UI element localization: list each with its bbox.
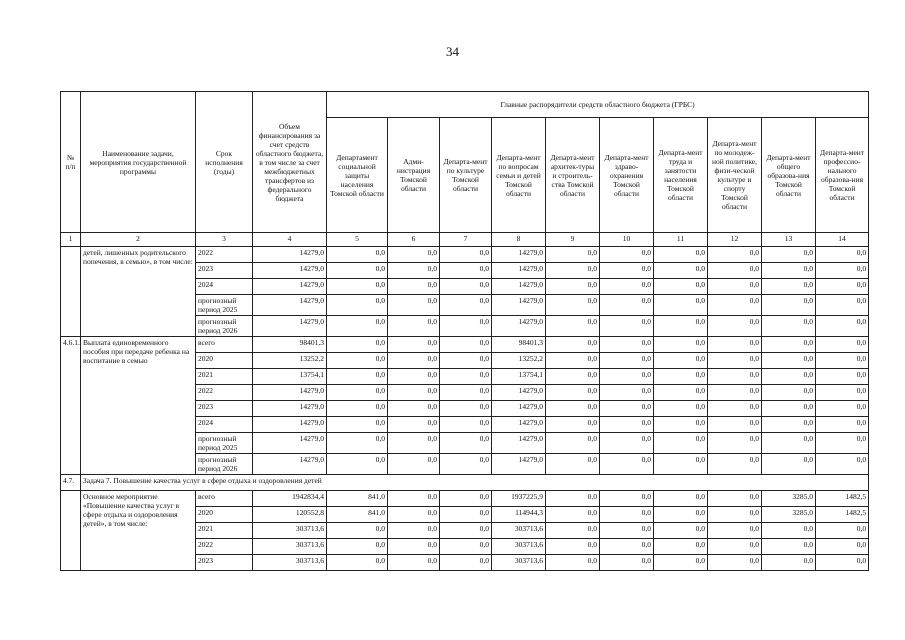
period-cell: 2024 — [196, 279, 253, 295]
value-cell: 0,0 — [327, 337, 388, 353]
period-cell: 2023 — [196, 401, 253, 417]
value-cell: 0,0 — [816, 316, 869, 337]
value-cell: 0,0 — [708, 316, 762, 337]
value-cell: 0,0 — [600, 295, 654, 316]
amount-cell: 1942834,4 — [253, 491, 327, 507]
value-cell: 841,0 — [327, 507, 388, 523]
value-cell: 0,0 — [816, 263, 869, 279]
table-row — [61, 491, 869, 507]
value-cell: 0,0 — [546, 507, 600, 523]
value-cell: 0,0 — [708, 454, 762, 475]
value-cell: 0,0 — [546, 295, 600, 316]
value-cell: 3285,0 — [762, 491, 816, 507]
value-cell: 0,0 — [816, 454, 869, 475]
amount-cell: 303713,6 — [253, 539, 327, 555]
value-cell: 0,0 — [440, 385, 492, 401]
value-cell: 0,0 — [327, 247, 388, 263]
value-cell: 0,0 — [546, 417, 600, 433]
period-cell: 2022 — [196, 539, 253, 555]
value-cell: 0,0 — [600, 523, 654, 539]
value-cell: 0,0 — [388, 454, 440, 475]
value-cell: 0,0 — [816, 369, 869, 385]
value-cell: 0,0 — [654, 539, 708, 555]
value-cell: 0,0 — [708, 491, 762, 507]
value-cell: 0,0 — [327, 454, 388, 475]
value-cell: 13252,2 — [492, 353, 546, 369]
row-no-cell: 4.6.1. — [61, 337, 81, 475]
header-grbs-2: Адми-нистрация Томской области — [388, 118, 440, 233]
value-cell: 0,0 — [440, 337, 492, 353]
value-cell: 0,0 — [546, 279, 600, 295]
header-grbs-1: Департамент социальной защиты населения Томской области — [327, 118, 388, 233]
period-cell: 2020 — [196, 507, 253, 523]
header-grbs-5: Департа-мент архитек-туры и строитель-ства Томской области — [546, 118, 600, 233]
value-cell: 0,0 — [708, 555, 762, 571]
value-cell: 0,0 — [388, 401, 440, 417]
value-cell: 0,0 — [708, 385, 762, 401]
value-cell: 14279,0 — [492, 279, 546, 295]
task-title: Задача 7. Повышение качества услуг в сфере отдыха и оздоровления детей — [81, 475, 869, 491]
value-cell: 0,0 — [440, 507, 492, 523]
amount-cell: 120552,8 — [253, 507, 327, 523]
header-grbs-3: Департа-мент по культуре Томской области — [440, 118, 492, 233]
header-grbs-9: Департа-мент общего образова-ния Томской области — [762, 118, 816, 233]
value-cell: 0,0 — [388, 507, 440, 523]
value-cell: 0,0 — [327, 539, 388, 555]
value-cell: 0,0 — [440, 539, 492, 555]
header-period: Срок исполнения (годы) — [196, 92, 253, 233]
col-number: 12 — [708, 233, 762, 247]
col-number: 11 — [654, 233, 708, 247]
value-cell: 0,0 — [762, 523, 816, 539]
value-cell: 0,0 — [816, 337, 869, 353]
value-cell: 1482,5 — [816, 507, 869, 523]
value-cell: 0,0 — [440, 523, 492, 539]
amount-cell: 303713,6 — [253, 523, 327, 539]
value-cell: 0,0 — [600, 263, 654, 279]
value-cell: 0,0 — [600, 454, 654, 475]
value-cell: 0,0 — [546, 523, 600, 539]
value-cell: 0,0 — [600, 279, 654, 295]
value-cell: 0,0 — [654, 401, 708, 417]
period-cell: 2023 — [196, 555, 253, 571]
value-cell: 0,0 — [816, 555, 869, 571]
value-cell: 0,0 — [388, 523, 440, 539]
value-cell: 0,0 — [388, 555, 440, 571]
amount-cell: 14279,0 — [253, 316, 327, 337]
value-cell: 0,0 — [708, 401, 762, 417]
value-cell: 0,0 — [440, 454, 492, 475]
header-grbs-7: Департа-мент труда и занятости населения Томской области — [654, 118, 708, 233]
value-cell: 0,0 — [654, 247, 708, 263]
value-cell: 0,0 — [600, 433, 654, 454]
value-cell: 0,0 — [708, 523, 762, 539]
value-cell: 0,0 — [327, 263, 388, 279]
period-cell: прогнозный период 2025 — [196, 295, 253, 316]
period-cell: всего — [196, 491, 253, 507]
period-cell: 2024 — [196, 417, 253, 433]
value-cell: 1937225,9 — [492, 491, 546, 507]
amount-cell: 14279,0 — [253, 454, 327, 475]
col-number: 6 — [388, 233, 440, 247]
value-cell: 0,0 — [816, 295, 869, 316]
value-cell: 14279,0 — [492, 433, 546, 454]
value-cell: 0,0 — [762, 247, 816, 263]
value-cell: 0,0 — [546, 385, 600, 401]
value-cell: 303713,6 — [492, 539, 546, 555]
measure-name: Основное мероприятие «Повышение качества услуг в сфере отдыха и оздоровления детей», в том числе: — [81, 491, 196, 571]
value-cell: 0,0 — [440, 401, 492, 417]
value-cell: 0,0 — [708, 417, 762, 433]
header-no: № п/п — [61, 92, 81, 233]
amount-cell: 13252,2 — [253, 353, 327, 369]
value-cell: 14279,0 — [492, 295, 546, 316]
value-cell: 14279,0 — [492, 454, 546, 475]
col-number: 4 — [253, 233, 327, 247]
value-cell: 0,0 — [762, 539, 816, 555]
value-cell: 0,0 — [388, 247, 440, 263]
value-cell: 0,0 — [708, 263, 762, 279]
value-cell: 1482,5 — [816, 491, 869, 507]
header-grbs-4: Департа-мент по вопросам семьи и детей Томской области — [492, 118, 546, 233]
page-number: 34 — [446, 44, 459, 59]
value-cell: 0,0 — [708, 247, 762, 263]
col-number: 9 — [546, 233, 600, 247]
value-cell: 0,0 — [816, 433, 869, 454]
value-cell: 0,0 — [816, 417, 869, 433]
col-number: 13 — [762, 233, 816, 247]
value-cell: 0,0 — [546, 353, 600, 369]
value-cell: 0,0 — [654, 369, 708, 385]
value-cell: 0,0 — [600, 417, 654, 433]
value-cell: 0,0 — [762, 353, 816, 369]
col-number: 5 — [327, 233, 388, 247]
period-cell: 2020 — [196, 353, 253, 369]
value-cell: 0,0 — [440, 369, 492, 385]
value-cell: 0,0 — [816, 539, 869, 555]
value-cell: 0,0 — [816, 353, 869, 369]
col-number: 14 — [816, 233, 869, 247]
value-cell: 0,0 — [654, 337, 708, 353]
value-cell: 0,0 — [440, 417, 492, 433]
value-cell: 0,0 — [546, 454, 600, 475]
value-cell: 0,0 — [388, 491, 440, 507]
value-cell: 0,0 — [600, 385, 654, 401]
value-cell: 0,0 — [388, 316, 440, 337]
measure-name: детей, лишенных родительского попечения, в семью», в том числе: — [81, 247, 196, 337]
value-cell: 0,0 — [600, 316, 654, 337]
value-cell: 0,0 — [600, 539, 654, 555]
col-number: 10 — [600, 233, 654, 247]
amount-cell: 14279,0 — [253, 417, 327, 433]
value-cell: 114944,3 — [492, 507, 546, 523]
value-cell: 0,0 — [546, 401, 600, 417]
value-cell: 0,0 — [440, 433, 492, 454]
measure-name: Выплата единовременного пособия при передаче ребенка на воспитание в семью — [81, 337, 196, 475]
row-no-cell — [61, 491, 81, 571]
value-cell: 0,0 — [440, 295, 492, 316]
value-cell: 0,0 — [654, 385, 708, 401]
amount-cell: 14279,0 — [253, 247, 327, 263]
amount-cell: 98401,3 — [253, 337, 327, 353]
value-cell: 0,0 — [708, 337, 762, 353]
value-cell: 0,0 — [654, 279, 708, 295]
header-name: Наименование задачи, мероприятия государственной программы — [81, 92, 196, 233]
value-cell: 0,0 — [708, 433, 762, 454]
value-cell: 0,0 — [762, 401, 816, 417]
amount-cell: 14279,0 — [253, 433, 327, 454]
value-cell: 0,0 — [654, 507, 708, 523]
period-cell: прогнозный период 2026 — [196, 316, 253, 337]
table-row — [61, 337, 869, 353]
value-cell: 0,0 — [708, 369, 762, 385]
value-cell: 0,0 — [654, 417, 708, 433]
value-cell: 841,0 — [327, 491, 388, 507]
value-cell: 0,0 — [388, 433, 440, 454]
value-cell: 0,0 — [327, 369, 388, 385]
value-cell: 0,0 — [816, 401, 869, 417]
value-cell: 0,0 — [388, 263, 440, 279]
value-cell: 0,0 — [708, 295, 762, 316]
value-cell: 0,0 — [388, 295, 440, 316]
value-cell: 0,0 — [762, 385, 816, 401]
value-cell: 14279,0 — [492, 247, 546, 263]
value-cell: 0,0 — [327, 417, 388, 433]
value-cell: 0,0 — [440, 316, 492, 337]
value-cell: 0,0 — [708, 279, 762, 295]
value-cell: 0,0 — [816, 279, 869, 295]
task-row — [61, 475, 869, 491]
value-cell: 0,0 — [440, 263, 492, 279]
value-cell: 0,0 — [654, 523, 708, 539]
value-cell: 14279,0 — [492, 316, 546, 337]
value-cell: 0,0 — [546, 316, 600, 337]
value-cell: 0,0 — [762, 417, 816, 433]
value-cell: 0,0 — [388, 417, 440, 433]
period-cell: 2021 — [196, 369, 253, 385]
header-grbs-10: Департа-мент профессио-нального образова-ния Томской области — [816, 118, 869, 233]
value-cell: 0,0 — [762, 369, 816, 385]
value-cell: 0,0 — [546, 433, 600, 454]
value-cell: 0,0 — [600, 353, 654, 369]
col-number: 3 — [196, 233, 253, 247]
header-grbs-8: Департа-мент по молодеж-ной политике, физи-ческой культуре и спорту Томской области — [708, 118, 762, 233]
value-cell: 0,0 — [546, 263, 600, 279]
value-cell: 0,0 — [708, 353, 762, 369]
amount-cell: 13754,1 — [253, 369, 327, 385]
value-cell: 0,0 — [762, 337, 816, 353]
value-cell: 0,0 — [327, 316, 388, 337]
value-cell: 0,0 — [388, 539, 440, 555]
period-cell: 2022 — [196, 385, 253, 401]
value-cell: 0,0 — [546, 337, 600, 353]
period-cell: 2023 — [196, 263, 253, 279]
value-cell: 14279,0 — [492, 385, 546, 401]
value-cell: 0,0 — [440, 491, 492, 507]
value-cell: 0,0 — [440, 353, 492, 369]
row-no-cell — [61, 247, 81, 337]
period-cell: 2021 — [196, 523, 253, 539]
value-cell: 0,0 — [708, 507, 762, 523]
value-cell: 0,0 — [546, 539, 600, 555]
col-number: 8 — [492, 233, 546, 247]
value-cell: 0,0 — [762, 316, 816, 337]
value-cell: 0,0 — [816, 385, 869, 401]
period-cell: прогнозный период 2026 — [196, 454, 253, 475]
value-cell: 0,0 — [546, 491, 600, 507]
period-cell: всего — [196, 337, 253, 353]
value-cell: 0,0 — [762, 279, 816, 295]
value-cell: 0,0 — [440, 555, 492, 571]
value-cell: 98401,3 — [492, 337, 546, 353]
value-cell: 0,0 — [327, 295, 388, 316]
value-cell: 0,0 — [600, 247, 654, 263]
value-cell: 0,0 — [708, 539, 762, 555]
value-cell: 0,0 — [654, 316, 708, 337]
value-cell: 0,0 — [816, 523, 869, 539]
amount-cell: 14279,0 — [253, 279, 327, 295]
financing-table — [60, 91, 869, 571]
value-cell: 0,0 — [327, 523, 388, 539]
amount-cell: 14279,0 — [253, 295, 327, 316]
value-cell: 14279,0 — [492, 417, 546, 433]
col-number: 7 — [440, 233, 492, 247]
value-cell: 0,0 — [654, 491, 708, 507]
value-cell: 0,0 — [654, 295, 708, 316]
amount-cell: 14279,0 — [253, 385, 327, 401]
amount-cell: 14279,0 — [253, 401, 327, 417]
table-row — [61, 247, 869, 263]
value-cell: 0,0 — [388, 337, 440, 353]
value-cell: 0,0 — [762, 454, 816, 475]
header-grbs: Главные распорядители средств областного бюджета (ГРБС) — [327, 92, 869, 118]
value-cell: 0,0 — [654, 433, 708, 454]
value-cell: 14279,0 — [492, 263, 546, 279]
value-cell: 0,0 — [327, 433, 388, 454]
col-number: 1 — [61, 233, 81, 247]
value-cell: 0,0 — [546, 369, 600, 385]
value-cell: 303713,6 — [492, 523, 546, 539]
header-volume: Объем финансирования за счет средств областного бюджета, в том числе за счет межбюджетных трансфертов из федерального бюджета — [253, 92, 327, 233]
value-cell: 0,0 — [327, 279, 388, 295]
amount-cell: 14279,0 — [253, 263, 327, 279]
amount-cell: 303713,6 — [253, 555, 327, 571]
value-cell: 0,0 — [600, 401, 654, 417]
value-cell: 0,0 — [546, 555, 600, 571]
value-cell: 0,0 — [600, 337, 654, 353]
value-cell: 0,0 — [327, 401, 388, 417]
value-cell: 0,0 — [816, 247, 869, 263]
value-cell: 0,0 — [388, 353, 440, 369]
value-cell: 3285,0 — [762, 507, 816, 523]
value-cell: 0,0 — [600, 369, 654, 385]
col-number: 2 — [81, 233, 196, 247]
value-cell: 303713,6 — [492, 555, 546, 571]
value-cell: 0,0 — [654, 454, 708, 475]
value-cell: 0,0 — [600, 555, 654, 571]
row-no-cell: 4.7. — [61, 475, 81, 491]
value-cell: 0,0 — [654, 263, 708, 279]
value-cell: 0,0 — [762, 555, 816, 571]
value-cell: 14279,0 — [492, 401, 546, 417]
value-cell: 0,0 — [388, 385, 440, 401]
value-cell: 0,0 — [327, 385, 388, 401]
value-cell: 0,0 — [762, 433, 816, 454]
value-cell: 0,0 — [440, 247, 492, 263]
value-cell: 0,0 — [388, 369, 440, 385]
period-cell: 2022 — [196, 247, 253, 263]
value-cell: 0,0 — [600, 491, 654, 507]
value-cell: 0,0 — [654, 353, 708, 369]
value-cell: 0,0 — [388, 279, 440, 295]
value-cell: 0,0 — [600, 507, 654, 523]
value-cell: 0,0 — [327, 353, 388, 369]
value-cell: 0,0 — [762, 263, 816, 279]
period-cell: прогнозный период 2025 — [196, 433, 253, 454]
value-cell: 0,0 — [440, 279, 492, 295]
column-number-row — [61, 233, 869, 247]
header-grbs-6: Департа-мент здраво-охранения Томской области — [600, 118, 654, 233]
value-cell: 0,0 — [654, 555, 708, 571]
value-cell: 0,0 — [546, 247, 600, 263]
value-cell: 0,0 — [762, 295, 816, 316]
value-cell: 13754,1 — [492, 369, 546, 385]
value-cell: 0,0 — [327, 555, 388, 571]
